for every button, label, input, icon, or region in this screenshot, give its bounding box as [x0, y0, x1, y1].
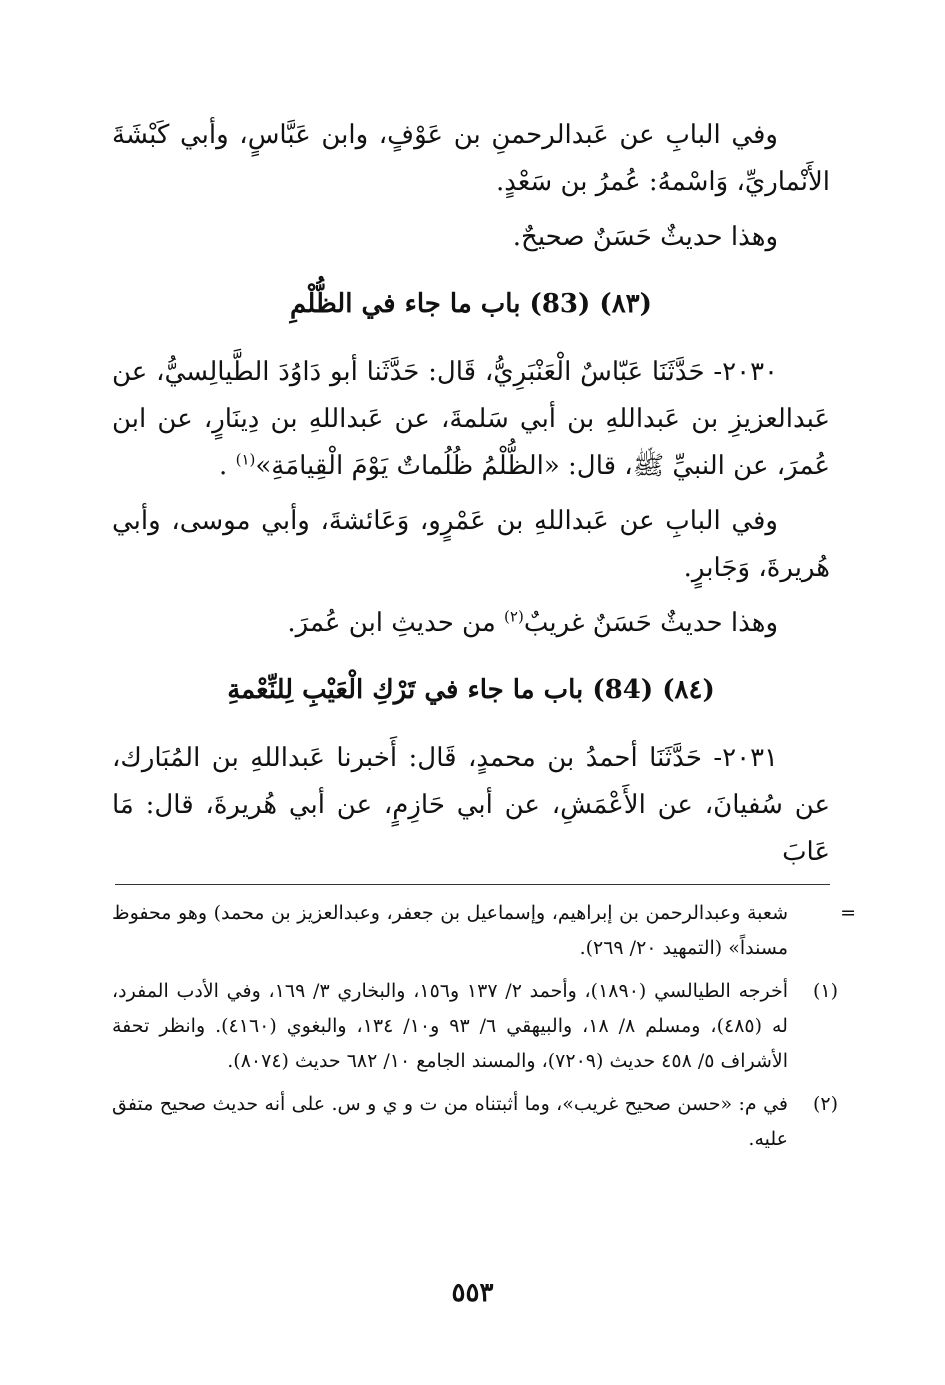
footnote-mark: (٢)	[812, 1093, 838, 1115]
footnote-separator	[115, 884, 830, 885]
footnote-text: في م: «حسن صحيح غريب»، وما أثبتناه من ت و ي و س. على أنه حديث صحيح متفق عليه.	[112, 1093, 788, 1150]
footnote-text: شعبة وعبدالرحمن بن إبراهيم، وإسماعيل بن جعفر، وعبدالعزيز بن محمد) وهو محفوظ مسنداً» (التمهيد ٢٠/ ٢٦٩).	[112, 902, 788, 959]
grading-text: وهذا حديثٌ حَسَنٌ غريبٌ	[523, 608, 778, 638]
hadith-2031: ٢٠٣١- حَدَّثَنَا أحمدُ بن محمدٍ، قَال: أَخبرنا عَبداللهِ بن المُبَارك، عن سُفيانَ، عن الأَعْمَشِ، عن أبي حَازِمٍ، عن أبي هُريرةَ، قال: مَا عَابَ	[112, 743, 830, 867]
hadith-text: ٢٠٣٠- حَدَّثَنَا عَبّاسٌ الْعَنْبَرِيُّ، قَال: حَدَّثَنا أبو دَاوُدَ الطَّيالِسيُّ، عن عَبدالعزيزِ بن عَبداللهِ بن أبي سَلمةَ، عن عَبداللهِ بن دِينَارٍ، عن ابن عُمرَ، عن النبيِّ ﷺ، قال: «الظُّلْمُ ظُلُماتٌ يَوْمَ الْقِيامَةِ»	[112, 357, 830, 481]
footnote-ref-1: (١)	[235, 450, 256, 469]
hadith-2030	[112, 349, 830, 490]
footnote-ref-2: (٢)	[504, 607, 524, 626]
chapter-number-latin: (83)	[529, 289, 591, 319]
footnote-text: أخرجه الطيالسي (١٨٩٠)، وأحمد ٢/ ١٣٧ و١٥٦، والبخاري ٣/ ١٦٩، وفي الأدب المفرد، له (٤٨٥)، ومسلم ٨/ ١٨، والبيهقي ٦/ ٩٣ و١٠/ ١٣٤، والبغوي (٤١٦٠). وانظر تحفة الأشراف ٥/ ٤٥٨ حديث (٧٢٠٩)، والمسند الجامع ١٠/ ٦٨٢ حديث (٨٠٧٤).	[112, 980, 789, 1072]
footnote-2	[112, 1087, 838, 1157]
chapter-heading-83	[112, 279, 830, 329]
chapter-number-arabic: (٨٣)	[599, 289, 652, 319]
chapter-number-latin: (84)	[592, 675, 654, 705]
paragraph-grading-2030	[112, 600, 830, 647]
paragraph-bab-2030: وفي البابِ عن عَبداللهِ بن عَمْرٍو، وَعَائشةَ، وأبي موسى، وأبي هُريرةَ، وَجَابرٍ.	[112, 506, 830, 583]
chapter-number-arabic: (٨٤)	[662, 675, 715, 705]
footnote-mark: =	[840, 902, 856, 924]
footnotes	[112, 896, 856, 1165]
paragraph-grading: وهذا حديثٌ حَسَنٌ صحيحٌ.	[512, 222, 778, 252]
footnote-mark: (١)	[812, 980, 838, 1002]
chapter-title: باب ما جاء في تَرْكِ الْعَيْبِ لِلنِّعْمةِ	[227, 675, 584, 705]
footnote-continuation	[112, 896, 856, 966]
chapter-title: باب ما جاء في الظُّلْمِ	[290, 289, 521, 319]
grading-text-end: من حديثِ ابن عُمرَ.	[287, 608, 505, 638]
hadith-text-end: .	[219, 451, 236, 481]
main-text	[112, 112, 830, 876]
page-number: ٥٥٣	[451, 1278, 494, 1308]
footnote-1	[112, 974, 838, 1079]
chapter-heading-84	[112, 665, 830, 715]
paragraph-chapter-end-bab: وفي البابِ عن عَبدالرحمنِ بن عَوْفٍ، وابن عَبَّاسٍ، وأبي كَبْشَةَ الأَنْماريِّ، وَاسْمهُ: عُمرُ بن سَعْدٍ.	[112, 120, 830, 197]
